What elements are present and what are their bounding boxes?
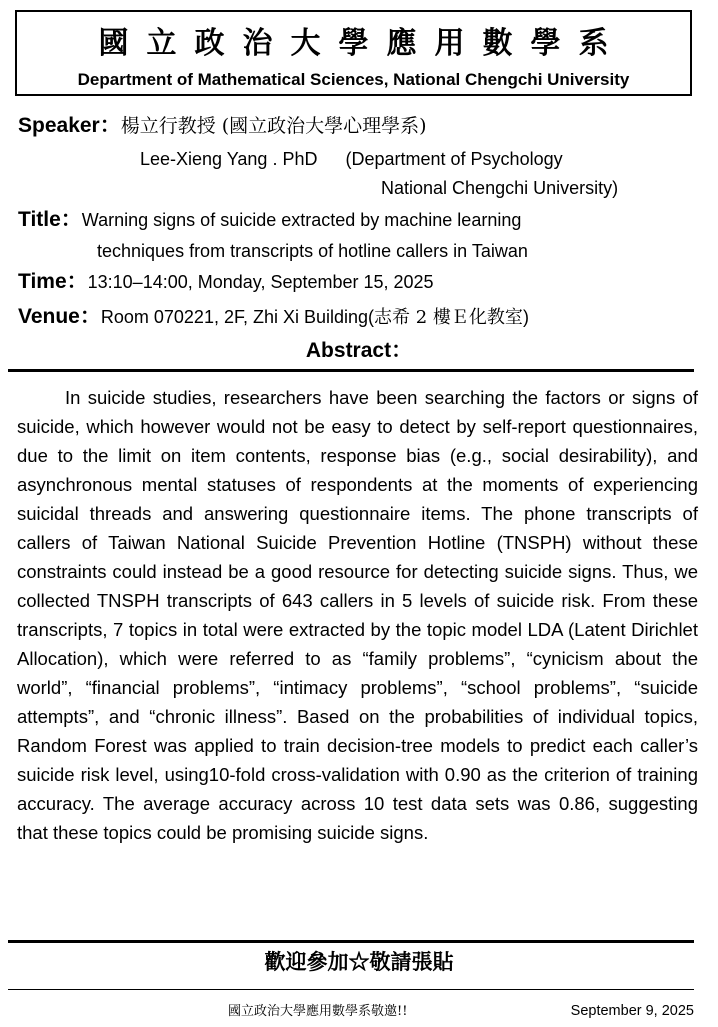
welcome-notice: 歡迎參加☆敬請張貼: [264, 949, 454, 974]
title-line2: techniques from transcripts of hotline callers in Taiwan: [97, 241, 528, 261]
title-label: Title：: [18, 208, 82, 231]
speaker-row: [18, 113, 427, 141]
header-banner: [15, 10, 692, 96]
speaker-name-zh: 楊立行教授 (國立政治大學心理學系): [120, 115, 427, 137]
footer-invitation: 國立政治大學應用數學系敬邀!!: [228, 1004, 408, 1019]
venue-value-en: Room 070221, 2F, Zhi Xi Building(: [100, 307, 375, 327]
title-row: [18, 207, 521, 235]
department-title-en: Department of Mathematical Sciences, National Chengchi University: [77, 70, 630, 89]
speaker-affiliation-line2: National Chengchi University): [381, 178, 619, 198]
speaker-name-en: Lee-Xieng Yang . PhD: [140, 149, 318, 169]
venue-value-close: ): [522, 307, 529, 327]
time-row: [18, 269, 434, 297]
department-title-zh: 國立政治大學應用數學系: [98, 26, 627, 61]
time-label: Time：: [18, 270, 88, 293]
venue-row: [18, 304, 529, 332]
venue-value-zh: 志希 2 樓Ｅ化教室: [374, 307, 523, 328]
title-line1: Warning signs of suicide extracted by machine learning: [81, 210, 522, 230]
speaker-affiliation-line1: (Department of Psychology: [345, 149, 563, 169]
speaker-label: Speaker：: [18, 114, 121, 137]
abstract-bottom-divider: [8, 940, 694, 943]
abstract-heading: Abstract：: [305, 339, 413, 362]
time-value: 13:10–14:00, Monday, September 15, 2025: [87, 272, 434, 292]
venue-label: Venue：: [18, 305, 101, 328]
abstract-top-divider: [8, 369, 694, 372]
speaker-name-en-row: [140, 146, 563, 172]
footer-date: September 9, 2025: [570, 1003, 694, 1019]
footer-divider: [8, 989, 694, 990]
abstract-body: In suicide studies, researchers have been searching the factors or signs of suicide, which however would not be easy to detect by self-report questionnaires, due to the limit on item contents, response bias (e.g., social desirability), and asynchronous mental statuses of respondents at the moments of experiencing suicidal threads and answering questionnaire items. The phone transcripts of callers of Taiwan National Suicide Prevention Hotline (TNSPH) without these constraints could instead be a good resource for detecting suicide signs. Thus, we collected TNSPH transcripts of 643 callers in 5 levels of suicide risk. From these transcripts, 7 topics in total were extracted by the topic model LDA (Latent Dirichlet Allocation), which were referred to as “family problems”, “cynicism about the world”, “financial problems”, “intimacy problems”, “school problems”, “suicide attempts”, and “chronic illness”. Based on the probabilities of individual topics, Random Forest was applied to train decision-tree models to predict each caller’s suicide risk level, using10-fold cross-validation with 0.90 as the criterion of training accuracy. The average accuracy across 10 test data sets was 0.86, suggesting that these topics could be promising suicide signs.: [17, 387, 698, 843]
